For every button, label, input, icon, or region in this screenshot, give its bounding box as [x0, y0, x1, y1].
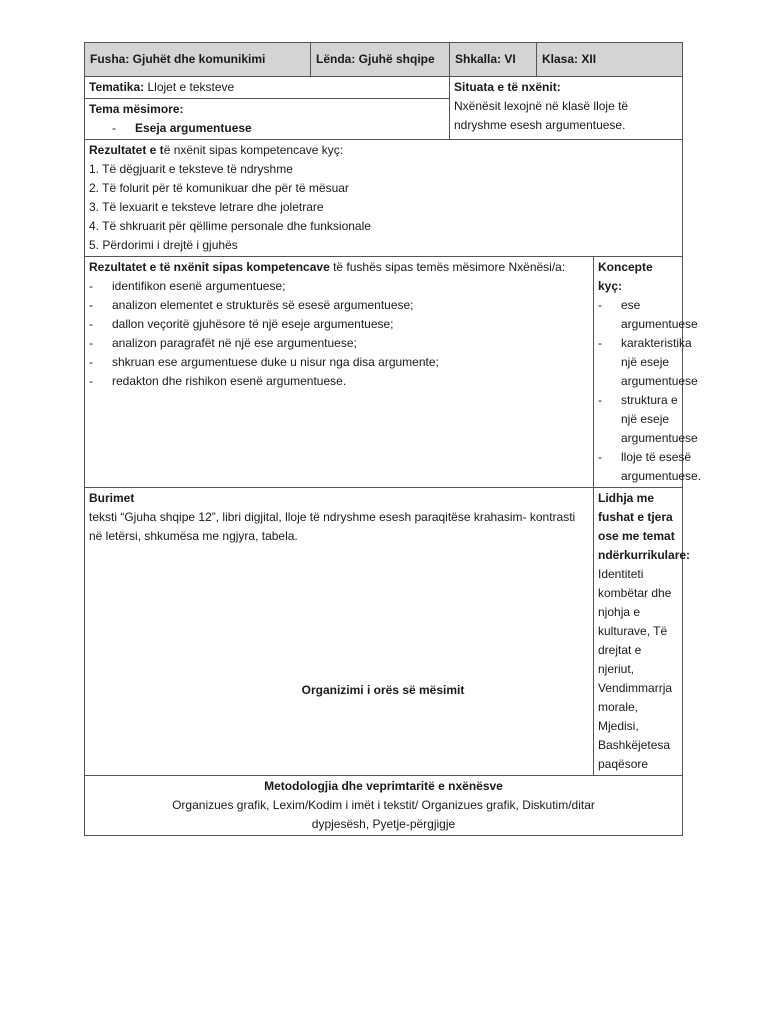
list-item: - ese argumentuese	[598, 298, 698, 331]
lidhja-cell	[594, 488, 691, 776]
lidhja-label: Lidhja me fushat e tjera ose me temat ndërkurrikulare:	[598, 491, 691, 562]
burimet-cell	[85, 488, 594, 776]
klasa-cell: Klasa: XII	[537, 43, 683, 77]
lidhja-text: Identiteti kombëtar dhe njohja e kulturave, Të drejtat e njeriut, Vendimmarrja morale, Mjedisi, Bashkëjetesa paqësore	[598, 567, 673, 771]
koncepte-cell	[594, 257, 702, 488]
lesson-plan-table	[84, 42, 702, 836]
tema-value: Eseja argumentuese	[135, 121, 252, 135]
tematika: Tematika: Llojet e teksteve	[85, 77, 449, 99]
list-item: - analizon paragrafët në një ese argumentuese;	[89, 336, 357, 350]
list-item: - dallon veçoritë gjuhësore të një eseje argumentuese;	[89, 317, 394, 331]
list-item: 4. Të shkruarit për qëllime personale dhe funksionale	[89, 219, 371, 233]
situata-text: Nxënësit lexojnë në klasë lloje të ndryshme esesh argumentuese.	[454, 99, 629, 132]
situata-cell	[450, 77, 683, 140]
tema-mesimore: Tema mësimore: - Eseja argumentuese	[85, 99, 449, 139]
list-item: 5. Përdorimi i drejtë i gjuhës	[89, 238, 238, 252]
list-item: - analizon elementet e strukturës së esesë argumentuese;	[89, 298, 414, 312]
lesson-plan-document	[84, 42, 702, 836]
list-item: 2. Të folurit për të komunikuar dhe për të mësuar	[89, 181, 349, 195]
burimet-row	[85, 488, 683, 776]
lenda-cell: Lënda: Gjuhë shqipe	[311, 43, 450, 77]
section-heading: Organizimi i orës së mësimit	[301, 683, 465, 697]
rezultatet-kyc-cell	[85, 140, 683, 257]
list-item: - redakton dhe rishikon esenë argumentuese.	[89, 374, 347, 388]
list-item: - shkruan ese argumentuese duke u nisur nga disa argumente;	[89, 355, 439, 369]
situata-label: Situata e të nxënit:	[454, 80, 561, 94]
list-item: - karakteristika një eseje argumentuese	[598, 336, 698, 388]
koncepte-label: Koncepte kyç:	[598, 260, 653, 293]
metodologjia-cell	[85, 776, 683, 836]
rezultatet-fushes-label: Rezultatet e të nxënit sipas kompetencave të fushës sipas temës mësimore Nxënësi/a:	[89, 260, 566, 274]
metodologjia-row	[85, 776, 683, 836]
list-item: - lloje të esesë argumentuese.	[598, 450, 702, 483]
list-item: - struktura e një eseje argumentuese	[598, 393, 698, 445]
rezultatet-kyc-row	[85, 140, 683, 257]
header-row	[85, 43, 683, 77]
list-item: - identifikon esenë argumentuese;	[89, 279, 286, 293]
metodologjia-text: Organizues grafik, Lexim/Kodim i imët i tekstit/ Organizues grafik, Diskutim/ditar dypjesësh, Pyetje-përgjigje	[172, 798, 595, 831]
shkalla-cell: Shkalla: VI	[450, 43, 537, 77]
tematika-row	[85, 77, 683, 140]
burimet-label: Burimet	[89, 491, 135, 505]
rezultatet-fushes-cell	[85, 257, 594, 488]
metodologjia-label: Metodologjia dhe veprimtaritë e nxënësve	[264, 779, 503, 793]
rezultatet-kyc-label: Rezultatet e të nxënit sipas kompetencave kyç:	[89, 143, 344, 157]
fusha-cell: Fusha: Gjuhët dhe komunikimi	[85, 43, 311, 77]
list-item: 3. Të lexuarit e teksteve letrare dhe joletrare	[89, 200, 324, 214]
burimet-text: teksti “Gjuha shqipe 12”, libri digjital, lloje të ndryshme esesh paraqitëse krahasim- kontrasti në letërsi, shkumësa me ngjyra, tabela.	[89, 510, 576, 543]
tematika-tema-cell	[85, 77, 450, 140]
list-item: 1. Të dëgjuarit e teksteve të ndryshme	[89, 162, 293, 176]
rezultatet-fushes-row	[85, 257, 683, 488]
